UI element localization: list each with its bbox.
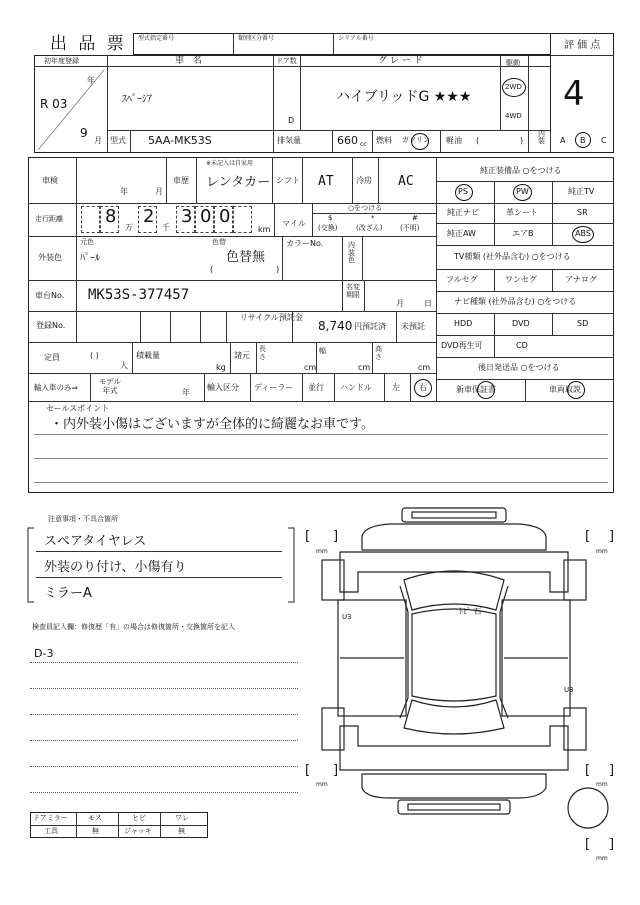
doors-label: ドア数 — [276, 57, 297, 65]
recycle-status: 円預託済 — [354, 322, 386, 331]
displacement-label: 排気量 — [277, 136, 301, 145]
mileage-label: 走行距離 — [35, 215, 63, 223]
interior-c: C — [601, 136, 607, 145]
circle-note: ○をつける — [348, 204, 383, 212]
person-unit: 人 — [120, 361, 128, 370]
jack-label: ジャッキ — [124, 827, 152, 835]
interior-b: B — [580, 136, 586, 145]
doc-manual-circle — [567, 381, 585, 399]
mile-label: マイル — [282, 219, 306, 228]
import-label: 輸入車のみ⇒ — [34, 383, 78, 392]
bracket-tr-l: [ — [585, 529, 591, 544]
oem-label: 純正装備品 ○をつける — [480, 166, 562, 175]
repaint-label: 色替 — [212, 238, 226, 246]
mark-right: U3 — [564, 686, 574, 694]
chassis-label: 車台No. — [35, 291, 65, 300]
bracket-bl-l: [ — [305, 763, 311, 778]
break-label: ワレ — [175, 814, 189, 822]
repaint-value: 色替無 — [226, 250, 266, 265]
model-value: 5AA-MK53S — [148, 134, 212, 147]
ac-value: AC — [398, 174, 414, 189]
load-label: 積載量 — [136, 351, 160, 360]
bracket-tl-r: ] — [333, 529, 339, 544]
length-cm: cm — [304, 363, 317, 372]
eq-navi: 純正ナビ — [447, 208, 479, 217]
height-cm: cm — [418, 363, 431, 372]
parallel-option: 並行 — [308, 383, 324, 392]
km-unit: km — [258, 225, 271, 234]
name-change-month: 月 — [396, 299, 404, 308]
chassis-value: MK53S-377457 — [88, 287, 190, 303]
handle-right: 右 — [419, 383, 427, 392]
name-change-label: 名変期限 — [346, 283, 360, 299]
drive-2wd: 2WD — [505, 83, 522, 91]
month-unit: 月 — [94, 136, 102, 145]
shift-label: シフト — [276, 176, 300, 185]
bracket-tr-r: ] — [609, 529, 615, 544]
eq-pw-circle — [513, 184, 532, 201]
tampered-label: (改ざん) — [356, 224, 383, 232]
mm-tl: mm — [316, 548, 328, 555]
drive-4wd: 4WD — [505, 112, 522, 120]
mm-tr: mm — [596, 548, 608, 555]
tools-label: 工具 — [44, 827, 58, 835]
recycle-unpaid: 未預託 — [401, 322, 425, 331]
bracket-sp-l: [ — [585, 837, 591, 852]
handle-label: ハンドル — [340, 383, 372, 392]
fuel-gasoline-circle — [411, 133, 429, 150]
dims-label: 諸元 — [234, 351, 250, 360]
drive-label: 駆動 — [506, 59, 520, 67]
fuel-gasoline: ガソリン — [402, 136, 430, 144]
import-type-label: 輸入区分 — [207, 383, 239, 392]
cd: CD — [516, 341, 528, 350]
mileage-digit-4: 0 — [200, 206, 212, 227]
paren-open: ( — [476, 136, 480, 145]
eq-airbag: エアB — [512, 229, 534, 238]
capacity-paren: ( ) — [90, 351, 99, 360]
notes-label: 注意事項・不具合箇所 — [48, 515, 118, 523]
model-year-unit: 年 — [182, 388, 190, 397]
dollar-mark: $ — [328, 214, 333, 222]
unknown-label: (不明) — [400, 224, 420, 232]
doc-manual: 車両取説 — [549, 385, 581, 394]
interior-a: A — [560, 136, 566, 145]
bracket-sp-r: ] — [609, 837, 615, 852]
docs-label: 後日発送品 ○をつける — [478, 363, 560, 372]
mileage-digit-5: 0 — [219, 206, 231, 227]
model-year-label: モデル年式 — [98, 377, 122, 395]
note-2: 外装のり付け、小傷有り — [44, 560, 187, 575]
tv-type-label: TV種類 (社外品含む) ○をつける — [454, 252, 571, 261]
displacement-value: 660 — [337, 134, 358, 147]
inspector-label: 検査員記入欄：修復歴「有」の場合は修復箇所・交換箇所を記入 — [32, 623, 235, 631]
mirror-value: モス — [88, 814, 102, 822]
color-label: 外装色 — [38, 253, 62, 262]
sales-label: セールスポイント — [46, 404, 110, 413]
navi-type-label: ナビ種類 (社外品含む) ○をつける — [454, 297, 577, 306]
note-3: ミラーA — [44, 586, 92, 601]
tv-analog: アナログ — [565, 275, 597, 284]
mark-left: U3 — [342, 613, 352, 621]
bracket-br-r: ] — [609, 763, 615, 778]
eq-tv: 純正TV — [568, 187, 595, 196]
note-1: スペアタイヤレス — [44, 534, 147, 549]
first-reg-month: 9 — [80, 126, 88, 140]
width-label: 幅 — [319, 347, 326, 355]
bracket-bl-r: ] — [333, 763, 339, 778]
doc-warranty: 新車保証書 — [456, 385, 496, 394]
length-label: 長さ — [259, 345, 266, 361]
car-name: ｽﾍﾟｰｼｱ — [122, 94, 152, 105]
history-note: ※未記入は自家用 — [206, 160, 254, 167]
jack-value: 無 — [178, 827, 185, 835]
model-label: 型式 — [110, 136, 126, 145]
orig-color-label: 元色 — [80, 238, 94, 246]
recycle-value: 8,740 — [318, 319, 353, 333]
bracket-br-l: [ — [585, 763, 591, 778]
inspector-value: D-3 — [34, 647, 54, 660]
dvd-play: DVD再生可 — [441, 341, 483, 350]
inspection-month-unit: 月 — [155, 187, 163, 196]
interior-label: 内装 — [538, 130, 545, 145]
height-label: 高さ — [375, 345, 382, 361]
mm-spare: mm — [596, 855, 608, 862]
orig-color-value: ﾊﾟｰﾙ — [80, 253, 100, 264]
color-no-label: カラーNo. — [286, 239, 324, 248]
year-unit: 年 — [87, 76, 95, 85]
handle-left: 左 — [392, 383, 400, 392]
handle-right-circle — [414, 379, 432, 397]
reg-no-label: 登録No. — [36, 321, 66, 330]
cc-unit: cc — [360, 141, 367, 148]
eq-ps-circle — [455, 184, 473, 201]
eq-abs-circle — [572, 226, 594, 243]
exchange-label: (交換) — [318, 224, 338, 232]
light-oil-label: 軽油 — [446, 136, 462, 145]
mileage-digit-1: 8 — [105, 206, 117, 227]
paren-close: ) — [520, 136, 524, 145]
score-value: 4 — [563, 74, 585, 114]
shift-value: AT — [318, 174, 334, 189]
grade-value: ハイブリッドG ★★★ — [336, 89, 472, 105]
score-label: 評 価 点 — [564, 40, 601, 51]
door-mirror-label: ドアミラー — [33, 814, 68, 822]
fuel-label: 燃料 — [376, 136, 392, 145]
bracket-tl-l: [ — [305, 529, 311, 544]
sen-unit: 千 — [162, 223, 170, 232]
name-change-day: 日 — [424, 299, 432, 308]
inspection-year-unit: 年 — [120, 187, 128, 196]
mileage-digit-3: 3 — [181, 206, 193, 227]
man-unit: 万 — [125, 223, 133, 232]
eq-leather: 革シート — [506, 208, 538, 217]
model-designation-label: 型式指定番号 — [138, 35, 175, 42]
mark-windshield: ﾄﾋﾞ 石 — [459, 607, 482, 616]
eq-pw: PW — [516, 187, 529, 196]
first-reg-year: R 03 — [40, 97, 68, 111]
ac-label: 冷房 — [356, 176, 372, 185]
mm-bl: mm — [316, 781, 328, 788]
tv-one-seg: ワンセグ — [505, 275, 537, 284]
eq-abs: ABS — [575, 229, 591, 238]
recycle-label: リサイクル預託金 — [240, 313, 303, 322]
serial-label: シリアル番号 — [338, 35, 374, 42]
history-value: レンタカー — [206, 175, 271, 190]
first-reg-label: 初年度登録 — [44, 57, 79, 65]
width-cm: cm — [358, 363, 371, 372]
eq-ps: PS — [458, 187, 468, 196]
inspection-label: 車検 — [42, 176, 58, 185]
navi-dvd: DVD — [512, 319, 530, 328]
navi-sd: SD — [577, 319, 589, 328]
dealer-option: ディーラー — [254, 383, 294, 392]
doc-warranty-circle — [477, 381, 495, 399]
tv-full-seg: フルセグ — [446, 275, 478, 284]
doors-value: D — [288, 116, 295, 125]
category-label: 類別区分番号 — [238, 35, 275, 42]
int-color-label: 内装色 — [348, 241, 355, 265]
hash-mark: # — [412, 214, 418, 222]
kg-unit: kg — [216, 363, 226, 372]
mileage-digit-2: 2 — [143, 206, 155, 227]
drive-2wd-circle — [502, 78, 526, 97]
tools-value: 無 — [92, 827, 99, 835]
interior-b-circle — [575, 132, 591, 148]
star-mark: * — [371, 214, 375, 222]
eq-sr: SR — [577, 208, 588, 217]
history-label: 車歴 — [173, 176, 189, 185]
car-name-label: 車 名 — [175, 56, 205, 66]
grade-label: グ レ ー ド — [378, 56, 423, 66]
sales-text: ・内外装小傷はございますが全体的に綺麗なお車です。 — [50, 417, 374, 432]
mm-br: mm — [596, 781, 608, 788]
navi-hdd: HDD — [454, 319, 473, 328]
car-diagram — [300, 500, 620, 860]
form-title: 出 品 票 — [50, 34, 127, 54]
eq-aw: 純正AW — [447, 229, 476, 238]
crack-label: ヒビ — [132, 814, 146, 822]
capacity-label: 定員 — [44, 353, 60, 362]
